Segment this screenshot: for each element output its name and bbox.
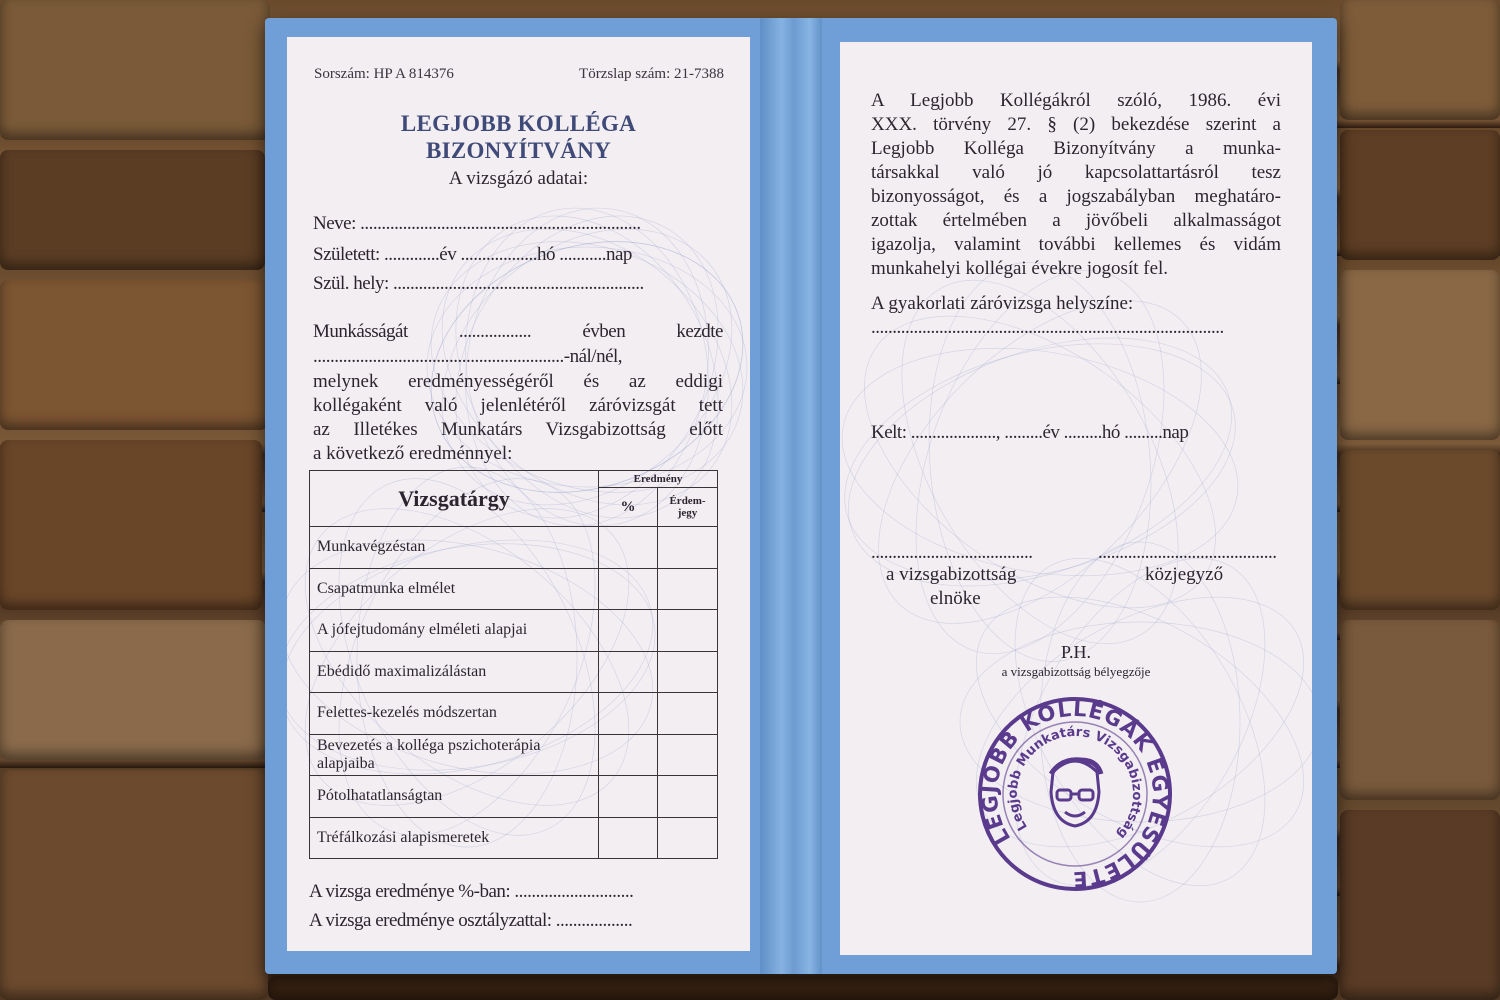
name-field: Neve: .................................................................. <box>313 213 641 234</box>
association-stamp <box>975 694 1175 894</box>
chair-label-line1: a vizsgabizottság <box>886 564 1017 585</box>
grade-cell[interactable] <box>658 734 718 776</box>
subject-cell: Ebédidő maximalizálástan <box>310 651 599 693</box>
table-row <box>310 776 718 818</box>
table-row <box>310 527 718 569</box>
grade-cell[interactable] <box>658 817 718 859</box>
percent-cell[interactable] <box>599 610 658 652</box>
percent-cell[interactable] <box>599 776 658 818</box>
exam-subjects-table <box>309 470 718 859</box>
venue-field: ................................................................................... <box>871 317 1224 338</box>
subject-cell: Tréfálkozási alapismeretek <box>310 817 599 859</box>
law-paragraph-line: Legjobb Kolléga Bizonyítvány a munka- <box>871 138 1281 159</box>
certificate-title-line1: LEGJOBB KOLLÉGA <box>400 111 637 136</box>
stone <box>1340 130 1500 260</box>
table-row <box>310 734 718 776</box>
booklet-spine <box>760 18 822 974</box>
work-paragraph-line: az Illetékes Munkatárs Vizsgabizottság előtt <box>313 419 723 440</box>
ph-label: P.H. <box>1060 642 1091 662</box>
stone <box>0 0 270 140</box>
percent-cell[interactable] <box>599 651 658 693</box>
chair-label-line2: elnöke <box>930 588 981 609</box>
stone <box>268 976 1338 1000</box>
stone <box>1340 0 1500 120</box>
percent-cell[interactable] <box>599 568 658 610</box>
percent-cell[interactable] <box>599 734 658 776</box>
law-paragraph-line: A Legjobb Kollégákról szóló, 1986. évi <box>871 90 1281 111</box>
subject-header: Vizsgatárgy <box>310 471 599 527</box>
stamp-caption: a vizsgabizottság bélyegzője <box>1001 664 1151 679</box>
law-paragraph-line: bizonyosságot, és a jogszabályban meghatáro- <box>871 186 1281 207</box>
date-field: Kelt: ...................., .........év .........hó .........nap <box>871 422 1189 443</box>
grade-header-line1: Érdem- <box>669 495 706 507</box>
work-paragraph-line: kollégaként való jelenlétéről záróvizsgát tett <box>313 395 723 416</box>
work-paragraph-line: Munkásságát ................. évben kezdte <box>313 321 723 342</box>
table-row <box>310 610 718 652</box>
law-paragraph-line: zottak értelmében a jövőbeli alkalmasságot <box>871 210 1281 231</box>
percent-cell[interactable] <box>599 527 658 569</box>
result-percent-field: A vizsga eredménye %-ban: ............................ <box>309 881 634 902</box>
stone <box>0 620 266 760</box>
grade-cell[interactable] <box>658 776 718 818</box>
result-header: Eredmény <box>599 471 718 488</box>
birth-place-field: Szül. hely: ........................................................... <box>313 273 644 294</box>
stone <box>0 150 265 270</box>
notary-label: közjegyző <box>1145 564 1224 585</box>
stone <box>1340 810 1500 1000</box>
result-grade-field: A vizsga eredménye osztályzattal: .................. <box>309 910 633 931</box>
subject-cell: Felettes-kezelés módszertan <box>310 693 599 735</box>
candidate-data-heading: A vizsgázó adatai: <box>448 168 589 189</box>
subject-cell: Csapatmunka elmélet <box>310 568 599 610</box>
left-page <box>287 37 750 951</box>
notary-signature-line: .......................................... <box>1098 542 1277 563</box>
subject-cell: Pótolhatatlanságtan <box>310 776 599 818</box>
table-row <box>310 693 718 735</box>
work-paragraph-line: ...........................................................-nál/nél, <box>313 346 623 367</box>
subject-cell: Munkavégzéstan <box>310 527 599 569</box>
grade-cell[interactable] <box>658 527 718 569</box>
stone <box>0 280 268 430</box>
grade-cell[interactable] <box>658 693 718 735</box>
subject-cell: Bevezetés a kolléga pszichoterápia alapjaiba <box>310 734 599 776</box>
grade-cell[interactable] <box>658 568 718 610</box>
law-paragraph-line: társakkal való jó kapcsolattartásról tesz <box>871 162 1281 183</box>
stone <box>1340 620 1500 800</box>
stone <box>0 440 262 610</box>
stamp-outer-text: LEGJOBB KOLLÉGÁK EGYESÜLETE <box>977 696 1173 892</box>
certificate-title-line2: BIZONYÍTVÁNY <box>425 138 612 163</box>
stone <box>1340 450 1500 610</box>
law-paragraph-line: XXX. törvény 27. § (2) bekezdése szerint a <box>871 114 1281 135</box>
grade-cell[interactable] <box>658 610 718 652</box>
serial-number: Sorszám: HP A 814376 <box>314 66 454 82</box>
table-row <box>310 568 718 610</box>
grade-cell[interactable] <box>658 651 718 693</box>
stamp-inner-text: Legjobb Munkatárs Vizsgabizottság <box>1005 724 1145 842</box>
venue-label: A gyakorlati záróvizsga helyszíne: <box>871 293 1134 314</box>
percent-cell[interactable] <box>599 817 658 859</box>
register-number: Törzslap szám: 21-7388 <box>579 66 724 82</box>
work-paragraph-line: a következő eredménnyel: <box>313 443 513 464</box>
table-row <box>310 817 718 859</box>
stone <box>1340 270 1500 440</box>
table-row <box>310 651 718 693</box>
grade-header <box>658 488 718 527</box>
percent-header: % <box>599 488 658 527</box>
law-paragraph-line: igazolja, valamint további kellemes és vidám <box>871 234 1281 255</box>
grade-header-line2: jegy <box>677 507 698 519</box>
work-paragraph-line: melynek eredményességéről és az eddigi <box>313 371 723 392</box>
law-paragraph-line: munkahelyi kollégai évekre jogosít fel. <box>871 258 1169 279</box>
subject-cell: A jófejtudomány elméleti alapjai <box>310 610 599 652</box>
percent-cell[interactable] <box>599 693 658 735</box>
stamp-face-icon <box>1051 760 1101 826</box>
chair-signature-line: ...................................... <box>871 542 1033 563</box>
birth-date-field: Született: .............év ..................hó ...........nap <box>313 244 632 265</box>
stone <box>0 770 268 1000</box>
